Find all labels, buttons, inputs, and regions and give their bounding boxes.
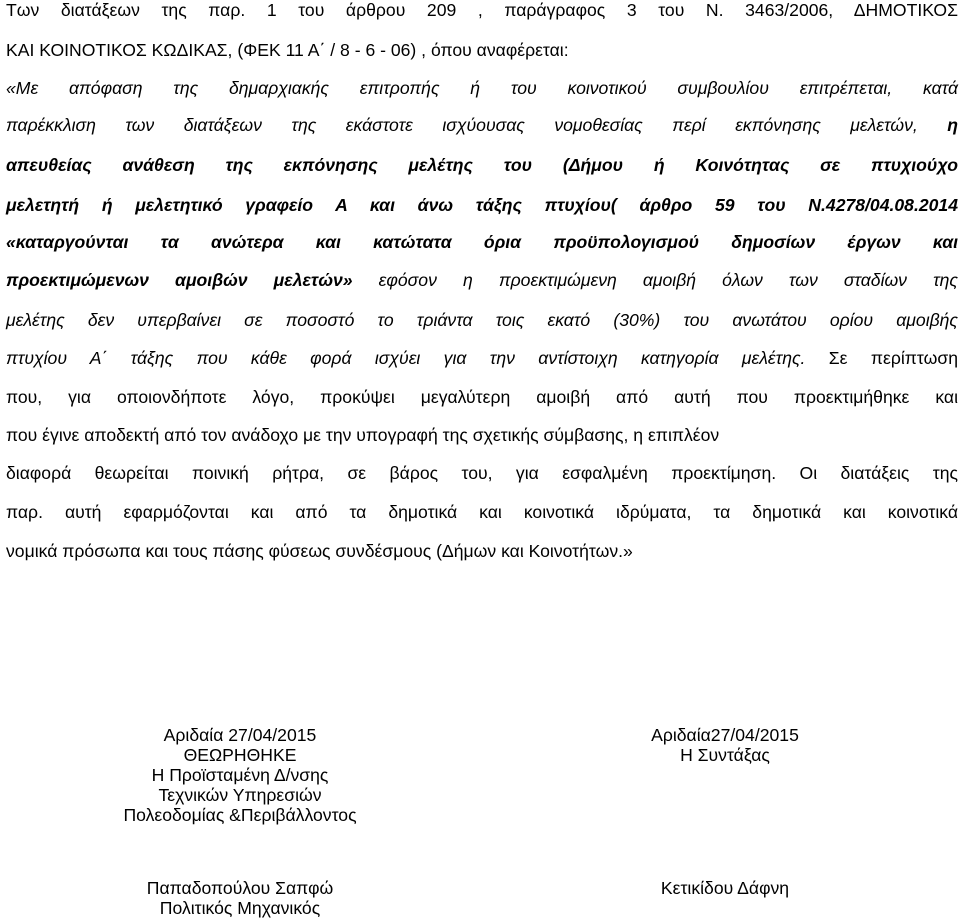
left-signatory-name: Παπαδοπούλου Σαπφώ [146,878,334,898]
text-line-13 [6,463,958,483]
left-signatory-block [70,878,410,918]
quote-line-13: διαφορά θεωρείται ποινική ρήτρα, σε βάρος του, για εσφαλμένη προεκτίμηση. Οι διατάξεις της [6,463,958,483]
quote-line-7: «καταργούνται τα ανώτερα και κατώτατα όρια προϋπολογισμού δημοσίων έργων και [6,232,958,252]
quote-line-10-italic: πτυχίου Α΄ τάξης που κάθε φορά ισχύει για την αντίστοιχη κατηγορία μελέτης. [6,348,806,368]
text-line-12 [6,425,719,445]
right-signature-date: Αριδαία27/04/2015 [651,725,799,745]
text-line-6 [6,195,958,215]
text-line-5 [6,155,958,175]
quote-line-8-italic: εφόσον η προεκτιμώμενη αμοιβή όλων των σταδίων της [352,270,958,290]
quote-line-5: απευθείας ανάθεση της εκπόνησης μελέτης του (Δήμου ή Κοινότητας σε πτυχιούχο [6,155,958,175]
quote-line-10-regular: Σε περίπτωση [805,348,959,368]
left-signature-role-2: Τεχνικών Υπηρεσιών [158,785,322,805]
text-line-14 [6,502,958,522]
quote-line-9: μελέτης δεν υπερβαίνει σε ποσοστό το τριάντα τοις εκατό (30%) του ανωτάτου ορίου αμοιβής [6,310,958,330]
text-line-2 [6,40,569,60]
intro-line-2: ΚΑΙ ΚΟΙΝΟΤΙΚΟΣ ΚΩΔΙΚΑΣ, (ΦΕΚ 11 Α΄ / 8 - 6 - 06) , όπου αναφέρεται: [6,40,569,60]
text-line-7 [6,232,958,252]
text-line-15 [6,541,633,561]
left-signature-role-1: Η Προϊσταμένη Δ/νσης [151,765,329,785]
quote-line-4-italic: παρέκκλιση των διατάξεων της εκάστοτε ισχύουσας νομοθεσίας περί εκπόνησης μελετών, [6,115,918,135]
quote-line-15: νομικά πρόσωπα και τους πάσης φύσεως συνδέσμους (Δήμων και Κοινοτήτων.» [6,541,633,561]
left-signature-date: Αριδαία 27/04/2015 [163,725,317,745]
quote-line-12: που έγινε αποδεκτή από τον ανάδοχο με την υπογραφή της σχετικής σύμβασης, η επιπλέον [6,425,720,445]
text-line-11 [6,387,958,407]
right-signature-role: Η Συντάξας [680,745,770,765]
right-signatory-name: Κετικίδου Δάφνη [660,878,790,898]
text-line-3 [6,78,958,98]
left-signature-role-3: Πολεοδομίας &Περιβάλλοντος [123,805,357,825]
quote-line-6: μελετητή ή μελετητικό γραφείο Α και άνω τάξης πτυχίου( άρθρο 59 του Ν.4278/04.08.2014 [6,195,958,215]
quote-line-3: «Με απόφαση της δημαρχιακής επιτροπής ή του κοινοτικού συμβουλίου επιτρέπεται, κατά [6,78,958,98]
text-line-4 [6,115,958,135]
quote-line-8-bold: προεκτιμώμενων αμοιβών μελετών» [6,270,353,290]
text-line-1 [6,0,958,20]
quote-line-4-bold: η [917,115,958,135]
left-signature-status: ΘΕΩΡΗΘΗΚΕ [183,745,297,765]
right-signatory-block [575,878,875,898]
intro-line-1: Των διατάξεων της παρ. 1 του άρθρου 209 , παράγραφος 3 του Ν. 3463/2006, ΔΗΜΟΤΙΚΟΣ [6,0,958,20]
text-line-10 [6,348,958,368]
right-signature-block [575,725,875,765]
left-signatory-title: Πολιτικός Μηχανικός [159,898,321,918]
text-line-9 [6,310,958,330]
quote-line-11: που, για οποιονδήποτε λόγο, προκύψει μεγαλύτερη αμοιβή από αυτή που προεκτιμήθηκε και [6,387,958,407]
left-signature-block [70,725,410,825]
text-line-8 [6,270,958,290]
quote-line-14: παρ. αυτή εφαρμόζονται και από τα δημοτικά και κοινοτικά ιδρύματα, τα δημοτικά και κοινοτικά [6,502,958,522]
